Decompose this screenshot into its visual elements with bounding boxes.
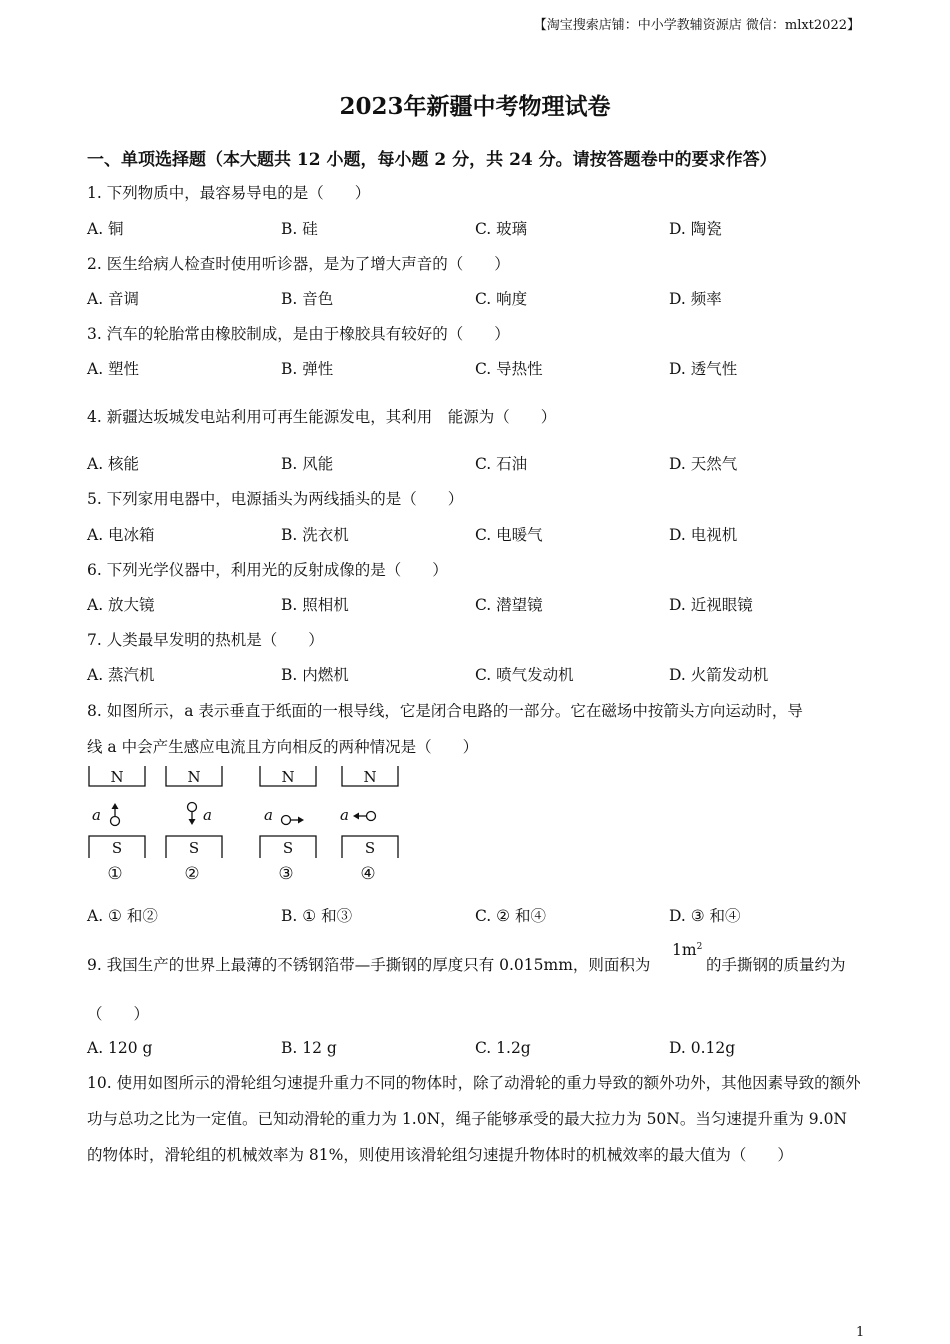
question-7-stem: 7. 人类最早发明的热机是（ ） <box>87 631 324 649</box>
panel-label-2: ② <box>184 864 200 884</box>
question-9-stem-line2: （ ） <box>87 1005 150 1023</box>
question-4-stem: 4. 新疆达坂城发电站利用可再生能源发电，其利用 能源为（ ） <box>87 408 557 426</box>
page-number: 1 <box>856 1325 865 1340</box>
south-pole-label: S <box>364 839 376 857</box>
q7-option-b: B. 内燃机 <box>281 666 349 684</box>
question-8-stem-line1: 8. 如图所示，a 表示垂直于纸面的一根导线，它是闭合电路的一部分。它在磁场中按箭头方向运动时，导 <box>87 702 803 720</box>
wire-cross-section <box>282 816 291 825</box>
figure-panel-2 <box>166 766 222 884</box>
area-unit-base: 1m <box>672 941 697 959</box>
q2-option-d: D. 频率 <box>669 290 722 308</box>
q2-option-b: B. 音色 <box>281 290 334 308</box>
q4-option-d: D. 天然气 <box>669 455 738 473</box>
panel-label-4: ④ <box>360 864 376 884</box>
south-pole-label: S <box>282 839 294 857</box>
q2-option-a: A. 音调 <box>87 290 140 308</box>
q1-option-a: A. 铜 <box>87 220 124 238</box>
q5-option-d: D. 电视机 <box>669 526 738 544</box>
wire-label: a <box>92 806 101 824</box>
q8-option-b: B. ① 和③ <box>281 907 353 925</box>
wire-label: a <box>264 806 273 824</box>
magnet-wire-figure <box>80 762 410 887</box>
figure-panel-1 <box>89 766 145 884</box>
q2-option-c: C. 响度 <box>475 290 528 308</box>
q9-option-b: B. 12 g <box>281 1039 337 1057</box>
header-note: 【淘宝搜索店铺：中小学教辅资源店 微信：mlxt2022】 <box>533 18 860 33</box>
panel-label-3: ③ <box>278 864 294 884</box>
q7-option-a: A. 蒸汽机 <box>87 666 155 684</box>
question-6-stem: 6. 下列光学仪器中，利用光的反射成像的是（ ） <box>87 561 448 579</box>
question-10-stem: 10. 使用如图所示的滑轮组匀速提升重力不同的物体时，除了动滑轮的重力导致的额外功外，其他因素导致的额外功与总功之比为一定值。已知动滑轮的重力为 1.0N，绳子能够承受的最大拉力为 50N。当匀速提升重为 9.0N 的物体时，滑轮组的机械效率为 81%，则使用该滑轮组匀速提升物体时的机械效率的最大值为（ ） <box>87 1074 861 1164</box>
q1-option-c: C. 玻璃 <box>475 220 528 238</box>
q4-option-a: A. 核能 <box>87 455 140 473</box>
wire-cross-section <box>111 817 120 826</box>
north-pole-label: N <box>363 768 377 786</box>
q3-option-a: A. 塑性 <box>87 360 140 378</box>
q3-option-d: D. 透气性 <box>669 360 738 378</box>
q8-option-c: C. ② 和④ <box>475 907 546 925</box>
q7-option-d: D. 火箭发动机 <box>669 666 769 684</box>
page-title: 2023年新疆中考物理试卷 <box>339 93 611 120</box>
q5-option-a: A. 电冰箱 <box>87 526 155 544</box>
question-2-stem: 2. 医生给病人检查时使用听诊器，是为了增大声音的（ ） <box>87 255 510 273</box>
q1-option-d: D. 陶瓷 <box>669 220 722 238</box>
q8-option-a: A. ① 和② <box>87 907 158 925</box>
q5-option-c: C. 电暖气 <box>475 526 543 544</box>
question-3-stem: 3. 汽车的轮胎常由橡胶制成，是由于橡胶具有较好的（ ） <box>87 325 510 343</box>
wire-label: a <box>340 806 349 824</box>
q8-option-d: D. ③ 和④ <box>669 907 741 925</box>
question-1-stem: 1. 下列物质中，最容易导电的是（ ） <box>87 184 371 202</box>
question-8-stem-line2: 线 a 中会产生感应电流且方向相反的两种情况是（ ） <box>87 738 479 756</box>
q4-option-b: B. 风能 <box>281 455 334 473</box>
figure-panel-3 <box>260 766 316 884</box>
q7-option-c: C. 喷气发动机 <box>475 666 574 684</box>
wire-cross-section <box>367 812 376 821</box>
panel-label-1: ① <box>107 864 123 884</box>
question-5-stem: 5. 下列家用电器中，电源插头为两线插头的是（ ） <box>87 490 464 508</box>
figure-panel-4 <box>340 766 398 884</box>
q3-option-b: B. 弹性 <box>281 360 334 378</box>
q9-option-a: A. 120 g <box>87 1039 153 1057</box>
north-pole-label: N <box>187 768 201 786</box>
q1-option-b: B. 硅 <box>281 220 318 238</box>
q9-option-c: C. 1.2g <box>475 1039 531 1057</box>
q6-option-c: C. 潜望镜 <box>475 596 543 614</box>
q5-option-b: B. 洗衣机 <box>281 526 349 544</box>
section-heading: 一、单项选择题（本大题共 12 小题，每小题 2 分，共 24 分。请按答题卷中的要求作答） <box>87 150 777 170</box>
area-unit-exponent: 2 <box>696 941 703 952</box>
wire-cross-section <box>188 803 197 812</box>
q6-option-b: B. 照相机 <box>281 596 349 614</box>
north-pole-label: N <box>281 768 295 786</box>
q9-option-d: D. 0.12g <box>669 1039 736 1057</box>
south-pole-label: S <box>188 839 200 857</box>
question-9-stem-tail: 的手撕钢的质量约为 <box>706 956 846 974</box>
north-pole-label: N <box>110 768 124 786</box>
q6-option-d: D. 近视眼镜 <box>669 596 753 614</box>
wire-label: a <box>203 806 212 824</box>
q4-option-c: C. 石油 <box>475 455 528 473</box>
q3-option-c: C. 导热性 <box>475 360 543 378</box>
question-9-stem-line1: 9. 我国生产的世界上最薄的不锈钢箔带—手撕钢的厚度只有 0.015mm，则面积为 <box>87 956 651 974</box>
q6-option-a: A. 放大镜 <box>87 596 155 614</box>
south-pole-label: S <box>111 839 123 857</box>
area-unit <box>672 941 702 959</box>
